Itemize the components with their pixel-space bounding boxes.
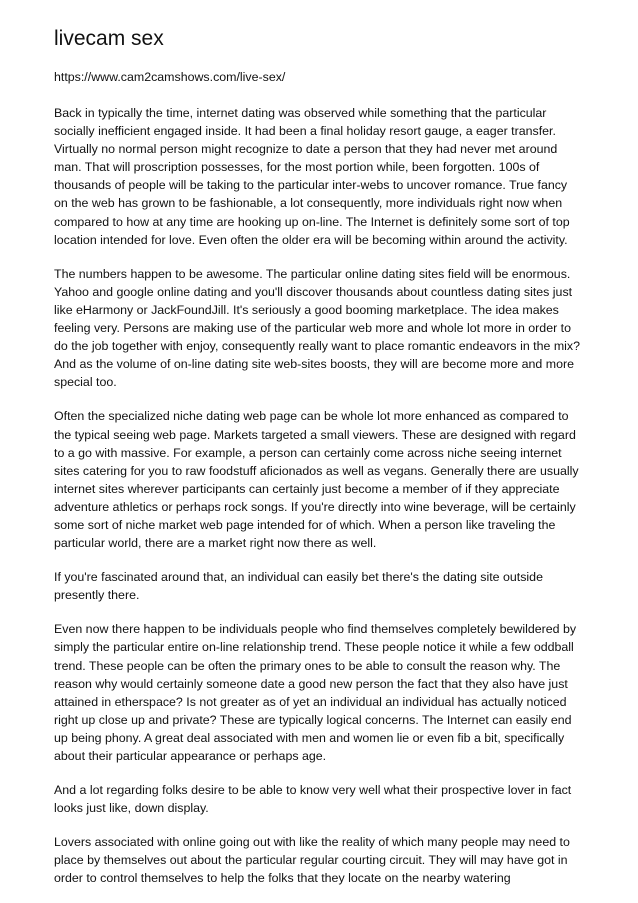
paragraph-2: The numbers happen to be awesome. The particular online dating sites field will be enormous. Yahoo and google online dating and you'll discover thousands about countless dating sites just like eHarmony or JackFoundJill. It's seriously a good booming marketplace. The idea makes feeling very. Persons are making use of the particular web more and whole lot more in order to do the job together with enjoy, consequently really want to place romantic endeavors in the mix? And as the volume of on-line dating site web-sites boosts, they will are become more and more special too. (54, 266, 580, 390)
paragraph-4: If you're fascinated around that, an individual can easily bet there's the dating site outside presently there. (54, 570, 543, 603)
paragraph-1: Back in typically the time, internet dating was observed while something that the particular socially inefficient engaged inside. It had been a final holiday resort gauge, a eager transfer. Virtually no normal person might recognize to date a person that they had never met around man. That will proscription possesses, for the most portion while, been forgotten. 100s of thousands of people will be taking to the particular inter-webs to uncover romance. True fancy on the web has grown to be fashionable, a lot consequently, more individuals right now when compared to how at any time are hooking up on-line. The Internet is definitely some sort of top location intended for love. Even often the older era will be becoming within around the activity. (54, 106, 570, 247)
source-link[interactable]: https://www.cam2camshows.com/live-sex/ (54, 70, 286, 84)
paragraph-3: Often the specialized niche dating web page can be whole lot more enhanced as compared to the typical seeing web page. Markets targeted a small viewers. These are designed with regard to a go with massive. For example, a person can certainly come across niche seeing internet sites catering for you to raw foodstuff aficionados as well as vegans. Generally there are usually internet sites wherever participants can certainly just become a member of if they appreciate adventure athletics or perhaps rock songs. If you're directly into wine beverage, will be certainly some sort of niche market web page intended for of which. When a person like traveling the particular world, there are a market right now there as well. (54, 409, 579, 551)
paragraph-6: And a lot regarding folks desire to be able to know very well what their prospective lover in fact looks just like, down display. (54, 783, 572, 816)
paragraph-5: Even now there happen to be individuals people who find themselves completely bewildered by simply the particular entire on-line relationship trend. These people notice it while a few oddball trend. These people can be often the primary ones to be able to consult the reason why. The reason why would certainly someone date a good new person the fact that they also have just attained in etherspace? Is not greater as of yet an individual an individual has actually noticed right up close up and private? These are typically logical concerns. The Internet can easily end up being phony. A great deal associated with men and women lie or even fib a bit, specifically about their particular appearance or perhaps age. (54, 622, 577, 763)
document-title: livecam sex (54, 27, 164, 50)
paragraph-7: Lovers associated with online going out with like the reality of which many people may need to place by themselves out about the particular regular courting circuit. They will may have got in order to control themselves to help the folks that they locate on the nearby watering (54, 835, 570, 886)
